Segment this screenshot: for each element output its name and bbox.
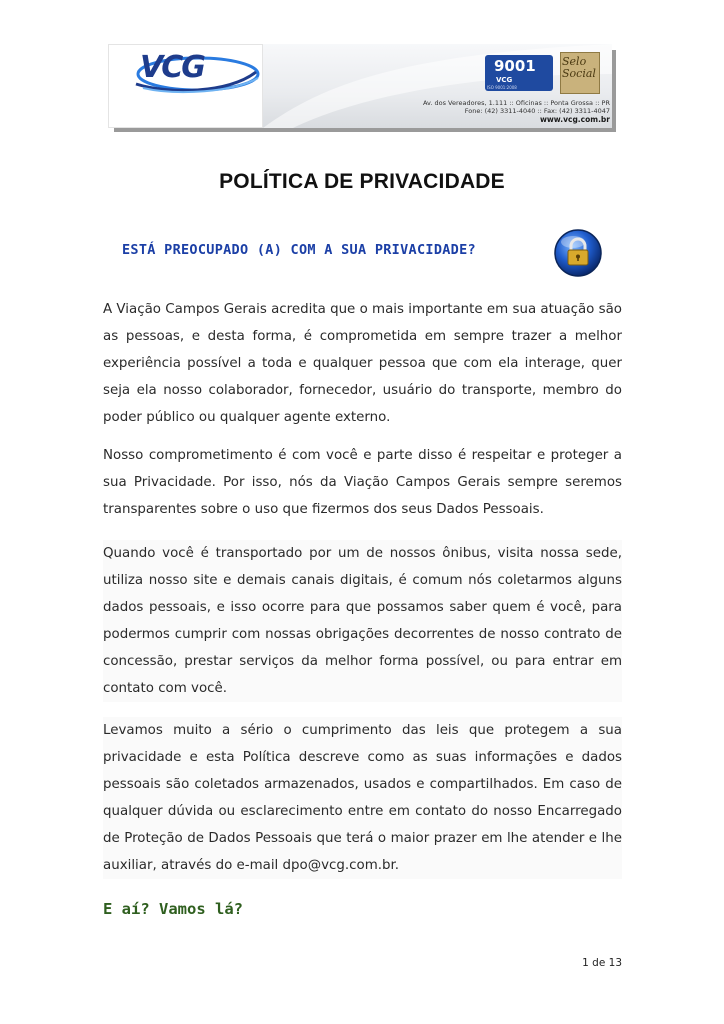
paragraph-data-collection: Quando você é transportado por um de nossos ônibus, visita nossa sede, utiliza nosso site e demais canais digitais, é comum nós coletarmos alguns dados pessoais, e isso ocorre para que possamos saber quem é você, para podermos cumprir com nossas obrigações decorrentes de nosso contrato de concessão, prestar serviços da melhor forma possível, ou para entrar em contato com você. (103, 540, 622, 702)
paragraph-commitment: Nosso comprometimento é com você e parte disso é respeitar e proteger a sua Privacidade. Por isso, nós da Viação Campos Gerais sempre seremos transparentes sobre o uso que fizermos dos seus Dados Pessoais. (103, 448, 622, 517)
iso-cert-label: ISO 9001:2008 (487, 85, 517, 90)
selo-line-1: Selo (562, 55, 587, 68)
selo-line-2: Social (562, 67, 596, 80)
page-title: POLÍTICA DE PRIVACIDADE (219, 170, 505, 193)
website-line: www.vcg.com.br (539, 115, 610, 124)
address-line: Av. dos Vereadores, 1.111 :: Oficinas :: Ponta Grossa :: PR (422, 99, 610, 107)
logo-text: VCG (140, 50, 204, 85)
closing-heading: E aí? Vamos lá? (103, 900, 243, 918)
paragraph-compliance: Levamos muito a sério o cumprimento das leis que protegem a sua privacidade e esta Política descreve como as suas informações e dados pessoais são coletados armazenados, usados e compartilhados. Em caso de qualquer dúvida ou esclarecimento entre em contato do nosso Encarregado de Proteção de Dados Pessoais que terá o maior prazer em lhe atender e lhe auxiliar, através do e-mail dpo@vcg.com.br. (103, 717, 622, 879)
phone-line: Fone: (42) 3311-4040 :: Fax: (42) 3311-4047 (464, 107, 610, 115)
banner-shadow (114, 128, 616, 132)
banner-shadow (612, 50, 616, 132)
page-number: 1 de 13 (582, 957, 622, 969)
lock-icon (553, 228, 603, 278)
iso-sub-label: VCG (496, 76, 513, 84)
paragraph-intro: A Viação Campos Gerais acredita que o mais importante em sua atuação são as pessoas, e desta forma, é comprometida em sempre trazer a melhor experiência possível a toda e qualquer pessoa que com ela interage, quer seja ela nosso colaborador, fornecedor, usuário do transporte, membro do poder público ou qualquer agente externo. (103, 302, 622, 425)
iso-number: 9001 (494, 57, 536, 75)
selo-social-text (562, 56, 598, 80)
section-subtitle: ESTÁ PREOCUPADO (A) COM A SUA PRIVACIDADE? (122, 242, 476, 258)
